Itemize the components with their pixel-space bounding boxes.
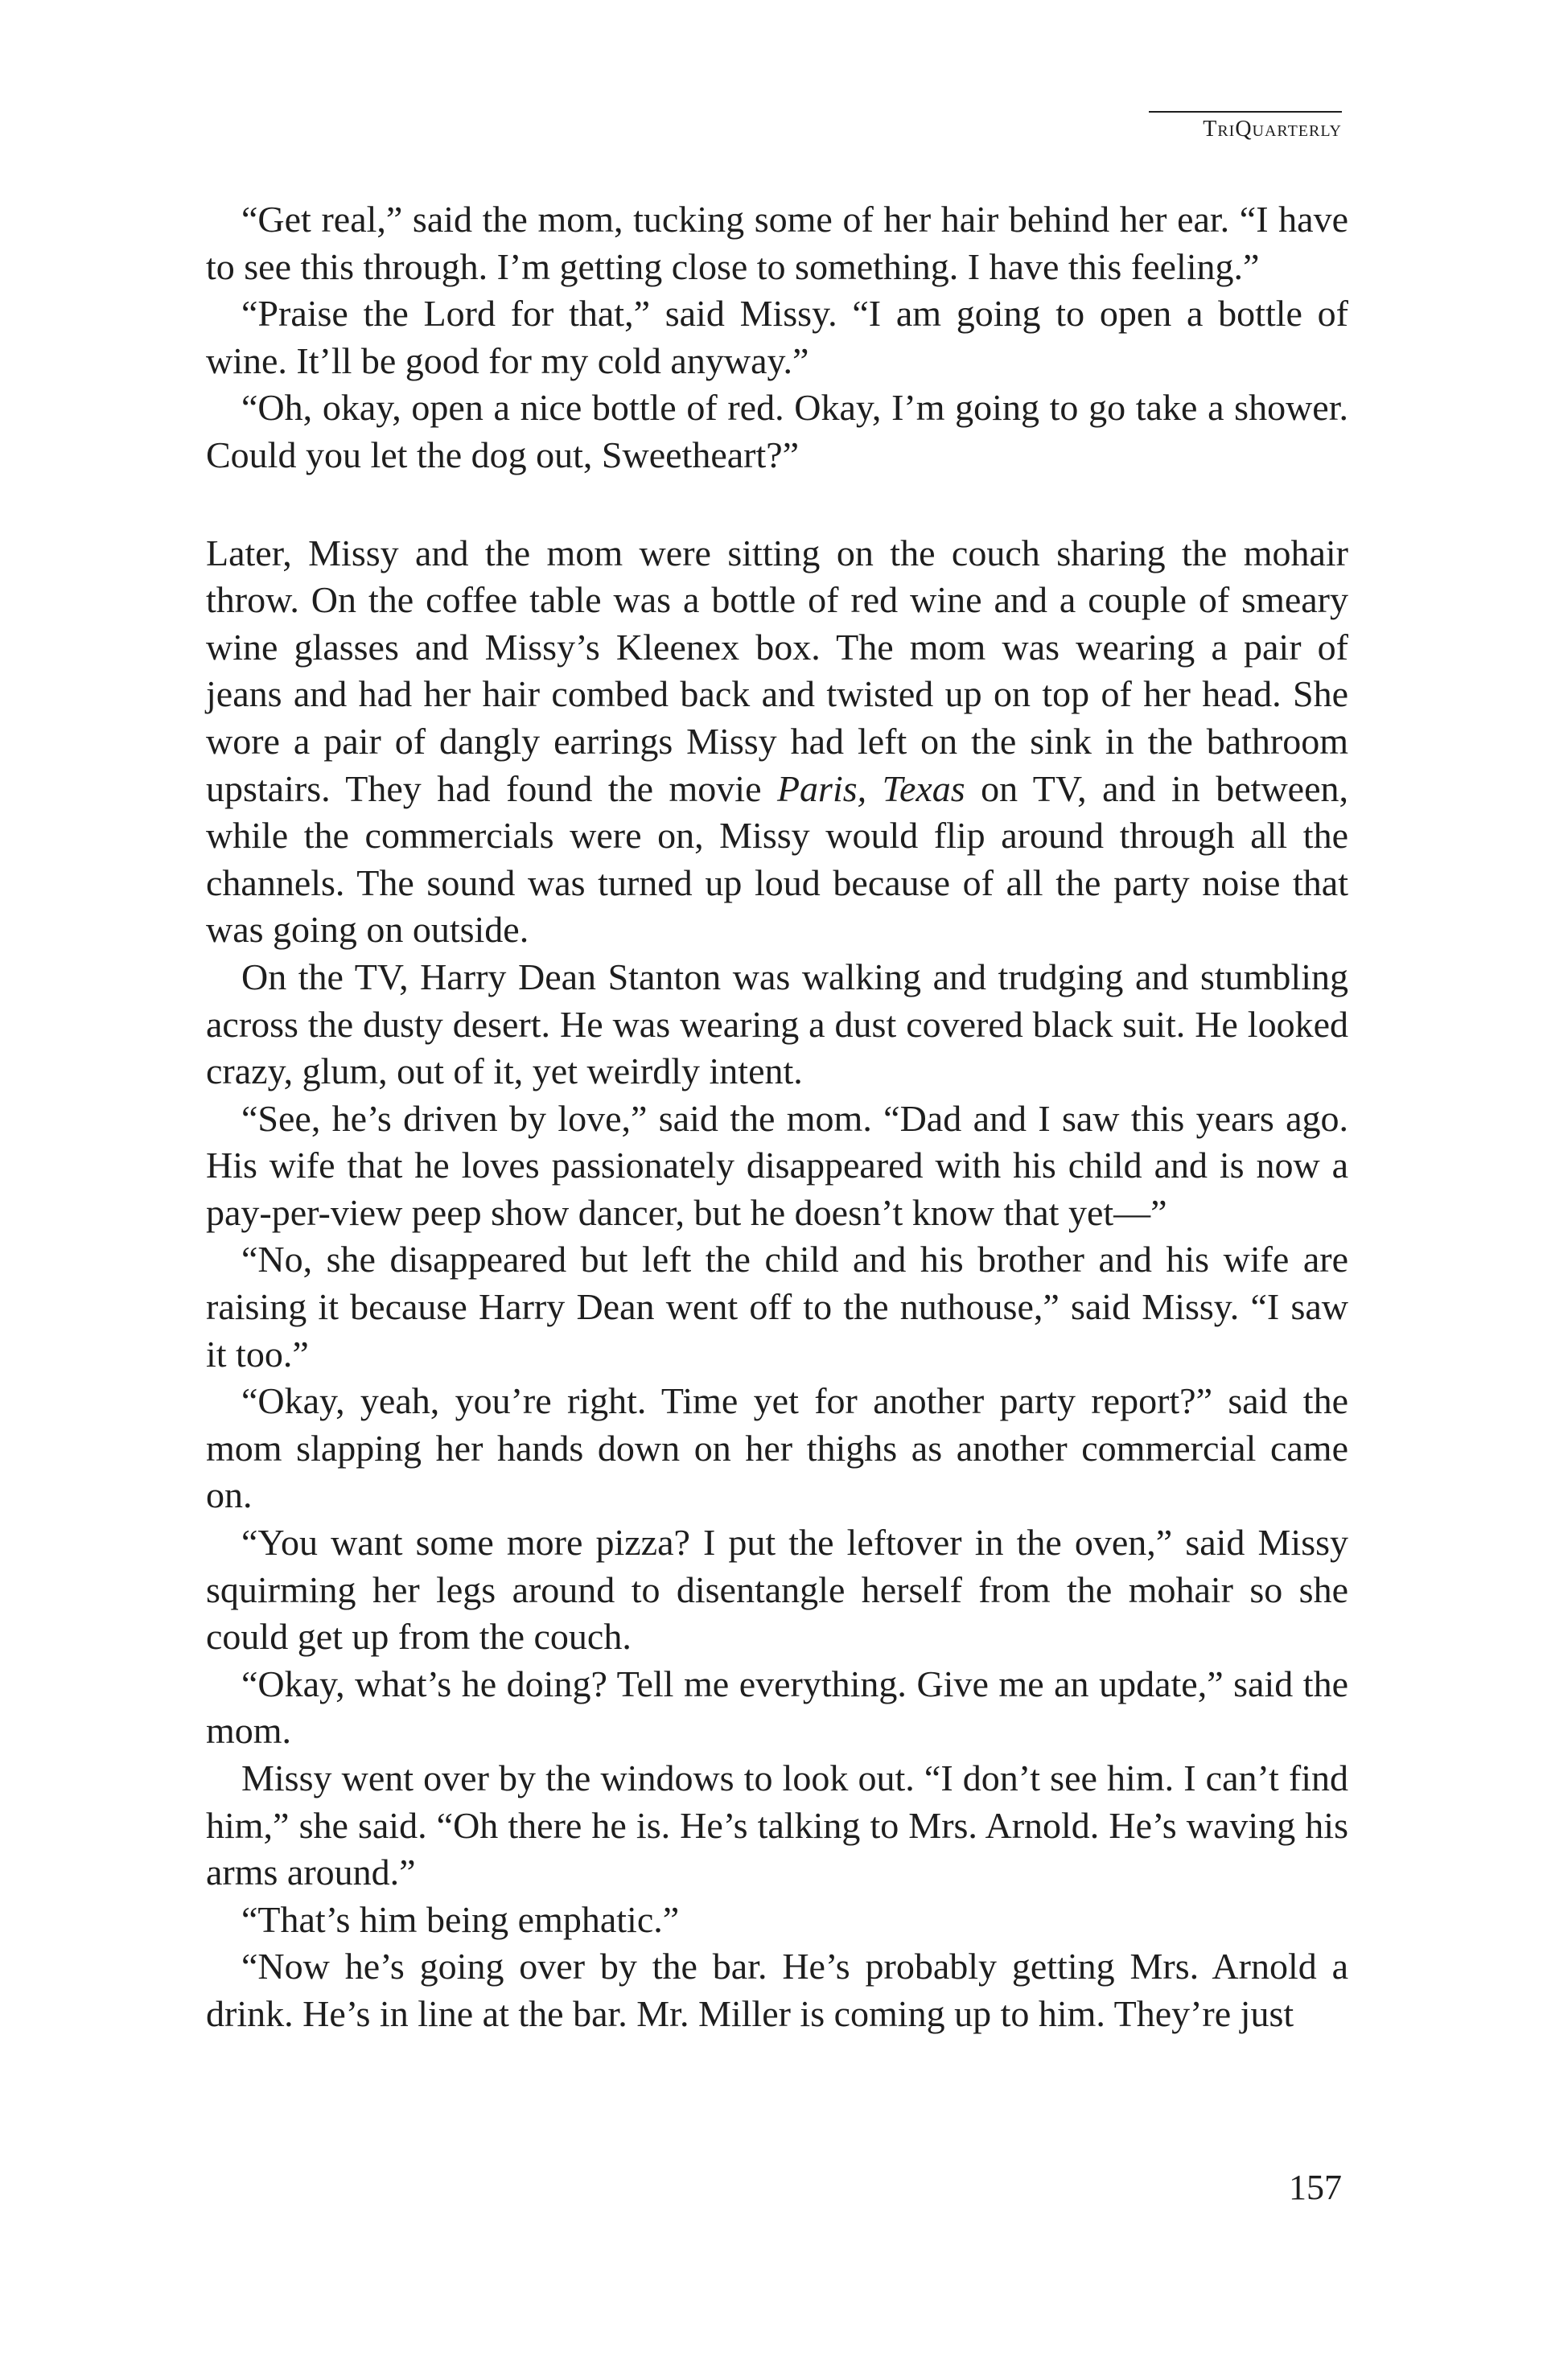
paragraph: “Okay, what’s he doing? Tell me everything. Give me an update,” said the mom. (206, 1663, 1348, 1752)
section-break (206, 479, 1348, 530)
paragraph: “Oh, okay, open a nice bottle of red. Okay, I’m going to go take a shower. Could you let the dog out, Sweetheart?” (206, 387, 1348, 475)
body-text (206, 196, 1348, 2038)
paragraph: “See, he’s driven by love,” said the mom. “Dad and I saw this years ago. His wife that he loves passionately disappeared with his child and is now a pay-per-view peep show dancer, but he doesn’t know that yet—” (206, 1097, 1348, 1233)
running-head: TriQuarterly (1149, 111, 1342, 142)
paragraph: “You want some more pizza? I put the leftover in the oven,” said Missy squirming her legs around to disentangle herself from the mohair so she could get up from the couch. (206, 1522, 1348, 1658)
section-opening-paragraph (206, 530, 1348, 954)
paragraph: “That’s him being emphatic.” (241, 1898, 680, 1940)
paragraph: “No, she disappeared but left the child and his brother and his wife are raising it because Harry Dean went off to the nuthouse,” said Missy. “I saw it too.” (206, 1239, 1348, 1375)
paragraph: On the TV, Harry Dean Stanton was walking and trudging and stumbling across the dusty desert. He was wearing a dust covered black suit. He looked crazy, glum, out of it, yet weirdly intent. (206, 956, 1348, 1092)
paragraph-text: on TV, and in between, while the commercials were on, Missy would flip around through all the channels. The sound was turned up loud because of all the party noise that was going on outside. (206, 767, 1349, 951)
paragraph: “Praise the Lord for that,” said Missy. “I am going to open a bottle of wine. It’ll be good for my cold anyway.” (206, 293, 1348, 381)
paragraph: Missy went over by the windows to look out. “I don’t see him. I can’t find him,” she said. “Oh there he is. He’s talking to Mrs. Arnold. He’s waving his arms around.” (206, 1757, 1348, 1893)
paragraph: “Now he’s going over by the bar. He’s probably getting Mrs. Arnold a drink. He’s in line at the bar. Mr. Miller is coming up to him. They’re just (206, 1946, 1348, 2034)
movie-title: Paris, Texas (776, 767, 965, 809)
paragraph: “Get real,” said the mom, tucking some of her hair behind her ear. “I have to see this through. I’m getting close to something. I have this feeling.” (206, 199, 1348, 287)
paragraph: “Okay, yeah, you’re right. Time yet for another party report?” said the mom slapping her hands down on her thighs as another commercial came on. (206, 1380, 1348, 1516)
page-number: 157 (1289, 2168, 1342, 2207)
paragraph-text: Later, Missy and the mom were sitting on the couch sharing the mohair throw. On the coffee table was a bottle of red wine and a couple of smeary wine glasses and Missy’s Kleenex box. The mom was wearing a pair of jeans and had her hair combed back and twisted up on top of her head. She wore a pair of dangly earrings Missy had left on the sink in the bathroom upstairs. They had found the movie (206, 532, 1348, 809)
